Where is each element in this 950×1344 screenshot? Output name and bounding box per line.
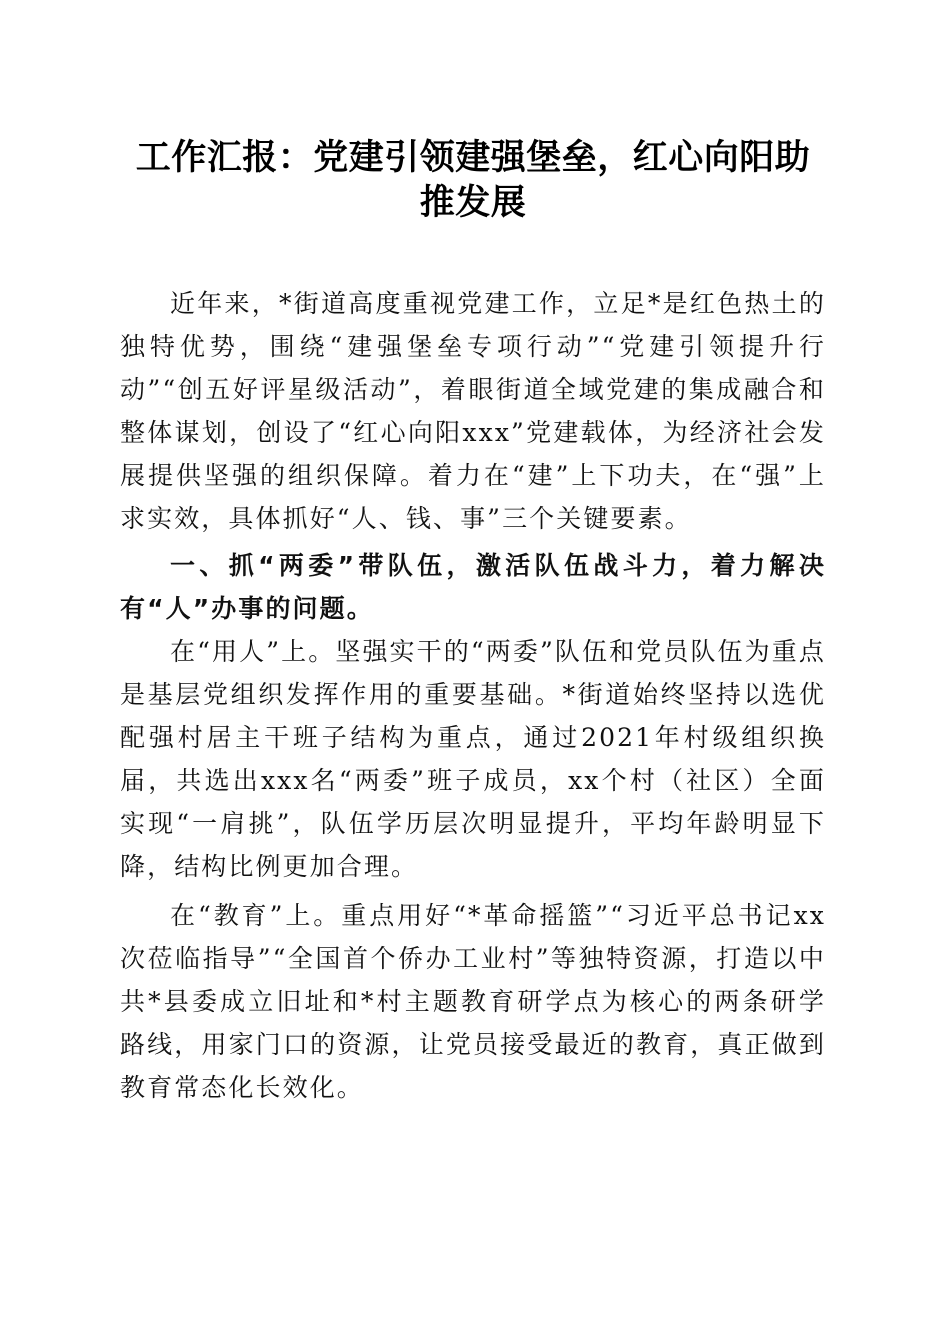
section-paragraph-education: 在“教育”上。重点用好“*革命摇篮”“习近平总书记xx次莅临指导”“全国首个侨办工业村”等独特资源，打造以中共*县委成立旧址和*村主题教育研学点为核心的两条研学路线，用家门口的资源，让党员接受最近的教育，真正做到教育常态化长效化。 [120,901,826,1102]
document-page [120,0,826,1109]
section-heading: 一、抓“两委”带队伍，激活队伍战斗力，着力解决有“人”办事的问题。 [120,551,826,623]
document-title: 工作汇报：党建引领建强堡垒，红心向阳助推发展 [135,138,811,223]
document-body [120,282,826,1109]
intro-paragraph: 近年来，*街道高度重视党建工作，立足*是红色热土的独特优势，围绕“建强堡垒专项行动”“党建引领提升行动”“创五好评星级活动”，着眼街道全域党建的集成融合和整体谋划，创设了“红心向阳xxx”党建载体，为经济社会发展提供坚强的组织保障。着力在“建”上下功夫，在“强”上求实效，具体抓好“人、钱、事”三个关键要素。 [120,289,826,533]
section-paragraph-personnel: 在“用人”上。坚强实干的“两委”队伍和党员队伍为重点是基层党组织发挥作用的重要基础。*街道始终坚持以选优配强村居主干班子结构为重点，通过2021年村级组织换届，共选出xxx名“两委”班子成员，xx个村（社区）全面实现“一肩挑”，队伍学历层次明显提升，平均年龄明显下降，结构比例更加合理。 [120,637,826,881]
